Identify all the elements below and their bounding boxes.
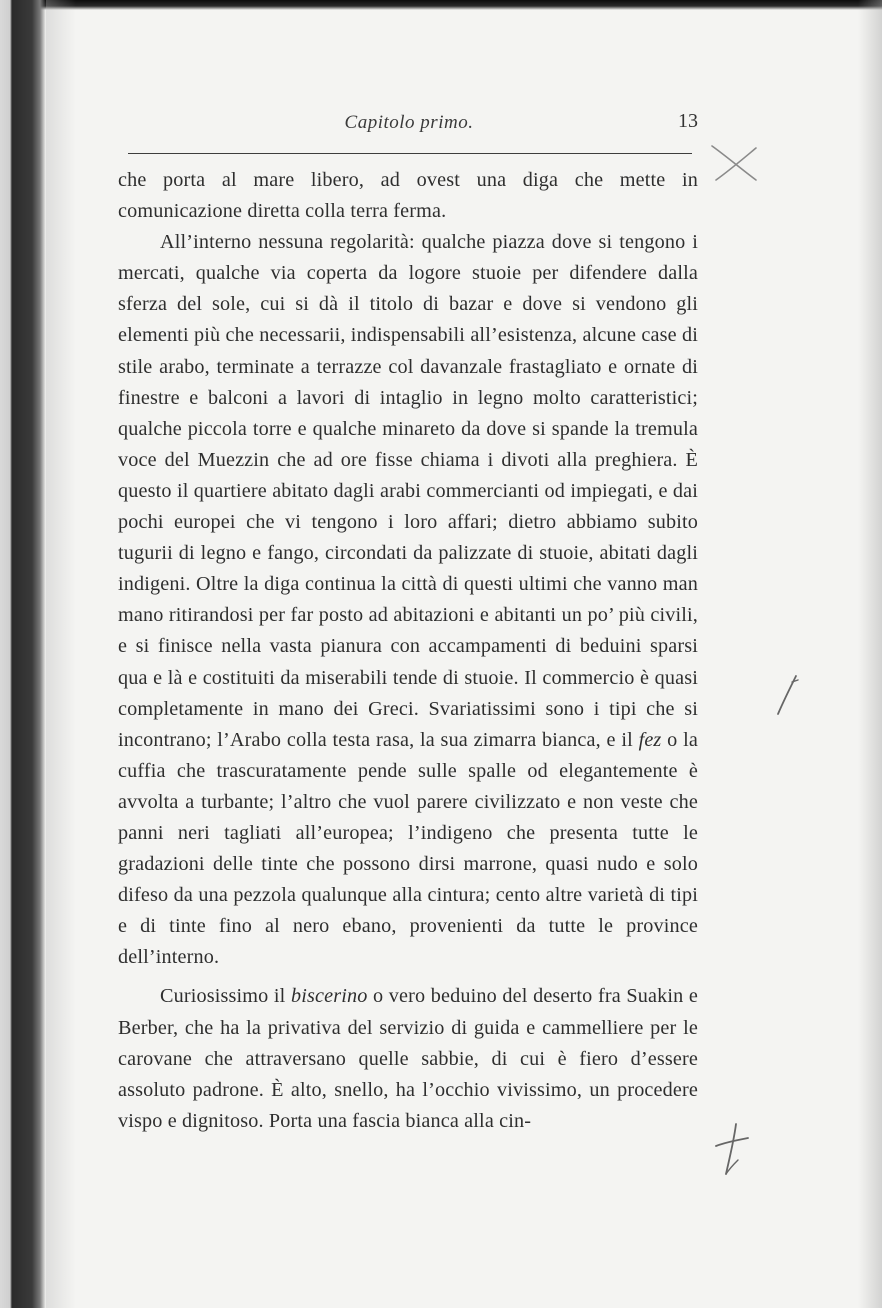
body-text bbox=[118, 165, 698, 1137]
text-run: o la cuffia che trascuratamente pende sulle spalle od elegantemente è avvolta a turbante; l’altro che vuol parere civilizzato e non veste che panni neri tagliati all’europea; l’indigeno che presenta tutte le gradazioni delle tinte che possono dirsi marrone, quasi nudo e solo difeso da una pezzola qualunque alla cintura; cento altre varietà di tipi e di tinte fino al nero ebano, provenienti da tutte le province dell’interno. bbox=[118, 728, 698, 969]
italic-term: fez bbox=[638, 728, 662, 751]
page-number: 13 bbox=[678, 110, 698, 132]
text-run: Curiosissimo il bbox=[160, 985, 291, 1008]
italic-term: biscerino bbox=[290, 985, 368, 1008]
text-run: che porta al mare libero, ad ovest una diga che mette in comunicazione diretta colla terra ferma. bbox=[118, 169, 698, 223]
slash-mark-icon bbox=[772, 672, 802, 718]
scan-top-edge bbox=[0, 0, 882, 10]
paragraph bbox=[118, 165, 698, 227]
header-rule bbox=[128, 153, 692, 154]
text-run: o vero beduino del deserto fra Suakin e Berber, che ha la privativa del servizio di guida e cammelliere per le carovane che attraversano quelle sabbie, di cui è fiero d’essere assoluto padrone. È alto, snello, ha l’occhio vivissimo, un procedere vispo e dignitoso. Porta una fascia bianca alla cin- bbox=[118, 985, 698, 1132]
cross-mark-icon bbox=[712, 1120, 752, 1178]
paragraph bbox=[118, 981, 698, 1136]
gutter-shadow bbox=[46, 0, 76, 1308]
running-header bbox=[118, 110, 700, 140]
paragraph bbox=[118, 227, 698, 973]
text-run: All’interno nessuna regolarità: qualche piazza dove si tengono i mercati, qualche via coperta da logore stuoie per difendere dalla sferza del sole, cui si dà il titolo di bazar e dove si vendono gli elementi più che necessarii, indispensabili all’esistenza, alcune case di stile arabo, terminate a terrazze col davanzale frastagliato e ornate di finestre e balconi a lavori di intaglio in legno molto caratteristici; qualche piccola torre e qualche minareto da dove si spande la tremula voce del Muezzin che ad ore fisse chiama i divoti alla preghiera. È questo il quartiere abitato dagli arabi commercianti od impiegati, e dai pochi europei che vi tengono i loro affari; dietro abbiamo subito tugurii di legno e fango, circondati da palizzate di stuoie, abitati dagli indigeni. Oltre la diga continua la città di questi ultimi che vanno man mano ritirandosi per far posto ad abitazioni e abitanti un po’ più civili, e si finisce nella vasta pianura con accampamenti di beduini sparsi qua e là e costituiti da miserabili tende di stuoie. Il commercio è quasi completamente in mano dei Greci. Svariatissimi sono i tipi che si incontrano; l’Arabo colla testa rasa, la sua zimarra bianca, e il bbox=[118, 231, 698, 751]
chapter-title: Capitolo primo. bbox=[344, 112, 474, 133]
book-spine-edge bbox=[0, 0, 46, 1308]
right-edge-shadow bbox=[858, 0, 882, 1308]
x-mark-icon bbox=[706, 140, 762, 186]
